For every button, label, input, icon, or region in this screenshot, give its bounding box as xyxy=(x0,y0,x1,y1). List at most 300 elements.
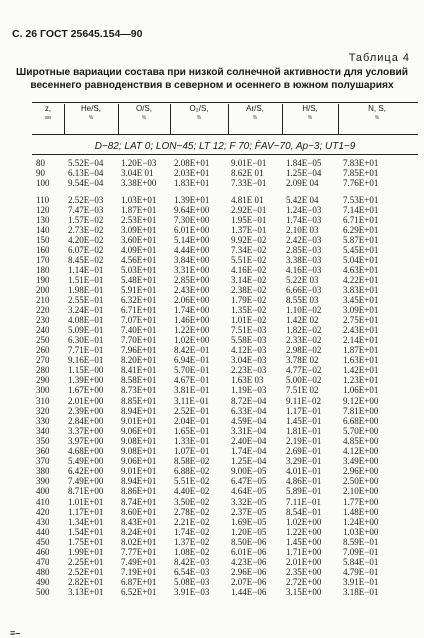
h-value-cell: 1.84Е−05 xyxy=(286,158,322,168)
he-value-cell: 5.52E−04 xyxy=(68,158,104,168)
o2-value-cell: 2.52Е−01 xyxy=(174,405,210,416)
h-value-cell: 2.10Е 03 xyxy=(286,224,319,235)
table-row xyxy=(0,158,424,168)
ar-value-cell: 1.95Е−01 xyxy=(231,214,267,225)
he-value-cell: 2.01Е+00 xyxy=(68,396,104,406)
ar-value-cell: 1.25Е−04 xyxy=(231,455,267,466)
column-header-he xyxy=(64,104,118,134)
table-row xyxy=(0,446,424,456)
column-unit: % xyxy=(307,115,313,121)
he-value-cell: 2.52Е−03 xyxy=(68,195,104,205)
ar-value-cell: 9.01Е−01 xyxy=(231,158,267,168)
altitude-cell: 300 xyxy=(36,384,50,395)
altitude-cell: 430 xyxy=(36,516,50,527)
n-value-cell: 1.06Е+01 xyxy=(343,384,379,395)
ar-value-cell: 4.16Е−02 xyxy=(231,264,267,275)
ar-value-cell: 1.69Е−05 xyxy=(231,516,267,527)
ar-value-cell: 5.58Е−03 xyxy=(231,334,267,345)
table-row xyxy=(0,517,424,527)
o2-value-cell: 5.70Е−01 xyxy=(174,364,210,375)
he-value-cell: 2.73Е−02 xyxy=(68,224,104,235)
ar-value-cell: 4.23Е−06 xyxy=(231,556,267,567)
table-row xyxy=(0,265,424,275)
o2-value-cell: 2.43Е+00 xyxy=(174,284,210,295)
n-value-cell: 3.83Е+01 xyxy=(343,284,379,295)
h-value-cell: 9.11Е−02 xyxy=(286,396,321,406)
column-symbol: Ar/S, xyxy=(246,104,264,113)
h-value-cell: 2.42Е−03 xyxy=(286,234,322,245)
o2-value-cell: 8.58Е−02 xyxy=(174,455,210,466)
column-unit: % xyxy=(252,115,258,121)
altitude-cell: 440 xyxy=(36,526,50,537)
o-value-cell: 7.19Е+01 xyxy=(121,566,157,577)
he-value-cell: 4.08Е−01 xyxy=(68,314,104,325)
o2-value-cell: 6.88Е−02 xyxy=(174,465,210,476)
he-value-cell: 7.47Е−03 xyxy=(68,204,104,215)
he-value-cell: 4.20Е−02 xyxy=(68,234,104,245)
n-value-cell: 7.76Е+01 xyxy=(343,177,379,188)
n-value-cell: 4.63Е+01 xyxy=(343,264,379,275)
o2-value-cell: 3.31Е+00 xyxy=(174,264,210,275)
ar-value-cell: 2.37Е−05 xyxy=(231,506,267,517)
o-value-cell: 8.94Е+01 xyxy=(121,405,157,416)
he-value-cell: 1.39Е+00 xyxy=(68,374,104,385)
ar-value-cell: 3.14Е−02 xyxy=(231,274,267,285)
altitude-cell: 410 xyxy=(36,497,50,507)
altitude-cell: 350 xyxy=(36,435,50,446)
h-value-cell: 4.16Е−03 xyxy=(286,264,322,275)
n-value-cell: 6.29Е+01 xyxy=(343,224,379,235)
table-row xyxy=(0,205,424,215)
altitude-cell: 380 xyxy=(36,465,50,476)
h-value-cell: 2.85Е−03 xyxy=(286,244,322,255)
o2-value-cell: 3.81Е−01 xyxy=(174,384,210,395)
n-value-cell: 2.14Е+01 xyxy=(343,334,379,345)
altitude-cell: 250 xyxy=(36,334,50,345)
h-value-cell: 5.22Е 03 xyxy=(286,274,319,285)
h-value-cell: 2.69Е−01 xyxy=(286,445,322,456)
he-value-cell: 2.52Е+01 xyxy=(68,566,104,577)
he-value-cell: 2.25Е+01 xyxy=(68,556,104,567)
o2-value-cell: 3.50Е−02 xyxy=(174,497,210,507)
table-row xyxy=(0,466,424,476)
o-value-cell: 8.85Е+01 xyxy=(121,396,157,406)
he-value-cell: 7.71Е−01 xyxy=(68,344,104,355)
o2-value-cell: 4.67Е−01 xyxy=(174,374,210,385)
h-value-cell: 8.55Е 03 xyxy=(286,295,319,305)
h-value-cell: 7.51Е 02 xyxy=(286,384,319,395)
n-value-cell: 9.12Е+00 xyxy=(343,396,379,406)
table-row xyxy=(0,315,424,325)
o2-value-cell: 7.30Е+00 xyxy=(174,214,210,225)
o-value-cell: 5.48Е+01 xyxy=(121,274,157,285)
he-value-cell: 1.54Е+01 xyxy=(68,526,104,537)
altitude-cell: 200 xyxy=(36,284,50,295)
table-row xyxy=(0,527,424,537)
column-unit: % xyxy=(196,115,202,121)
n-value-cell: 3.18Е−01 xyxy=(343,586,379,597)
he-value-cell: 6.07Е−02 xyxy=(68,244,104,255)
column-symbol: N, S, xyxy=(368,104,386,113)
altitude-cell: 460 xyxy=(36,546,50,557)
altitude-cell: 210 xyxy=(36,295,50,305)
h-value-cell: 2.19Е−01 xyxy=(286,435,322,446)
h-value-cell: 5.89Е−01 xyxy=(286,485,322,496)
altitude-cell: 360 xyxy=(36,445,50,456)
ar-value-cell: 2.40Е−04 xyxy=(231,435,267,446)
n-value-cell: 4.12Е+00 xyxy=(343,445,379,456)
table-row xyxy=(0,255,424,265)
ar-value-cell: 8.50Е−06 xyxy=(231,536,267,547)
n-value-cell: 1.87Е+01 xyxy=(343,344,379,355)
h-value-cell: 2.98Е−02 xyxy=(286,344,322,355)
table-row xyxy=(0,537,424,547)
n-value-cell: 7.53Е+01 xyxy=(343,195,379,205)
column-unit: % xyxy=(141,115,147,121)
table-row xyxy=(0,335,424,345)
he-value-cell: 8.45Е−02 xyxy=(68,254,104,265)
he-value-cell: 1.51Е−01 xyxy=(68,274,104,285)
altitude-cell: 480 xyxy=(36,566,50,577)
altitude-cell: 390 xyxy=(36,475,50,486)
ar-value-cell: 2.07Е−06 xyxy=(231,576,267,587)
table-title xyxy=(0,66,424,92)
table-row xyxy=(0,305,424,315)
o-value-cell: 1.87Е+01 xyxy=(121,204,157,215)
table-row xyxy=(0,325,424,335)
o-value-cell: 8.94Е+01 xyxy=(121,475,157,486)
header-rule-bottom xyxy=(32,134,418,135)
table-row xyxy=(0,275,424,285)
he-value-cell: 2.82Е+01 xyxy=(68,576,104,587)
altitude-cell: 500 xyxy=(36,586,50,597)
he-value-cell: 3.97Е+00 xyxy=(68,435,104,446)
o2-value-cell: 1.65Е−01 xyxy=(174,425,210,436)
he-value-cell: 9.16Е−01 xyxy=(68,354,104,365)
o-value-cell: 6.32Е+01 xyxy=(121,295,157,305)
he-value-cell: 4.68Е+00 xyxy=(68,445,104,456)
o-value-cell: 9.01Е+01 xyxy=(121,465,157,476)
h-value-cell: 1.45Е−01 xyxy=(286,415,322,426)
he-value-cell: 2.84Е+00 xyxy=(68,415,104,426)
n-value-cell: 2.43Е+01 xyxy=(343,324,379,335)
table-row xyxy=(0,426,424,436)
he-value-cell: 2.39Е+00 xyxy=(68,405,104,416)
page-header: С. 26 ГОСТ 25645.154—90 xyxy=(12,28,143,40)
table-row xyxy=(0,486,424,496)
altitude-cell: 120 xyxy=(36,204,50,215)
o2-value-cell: 1.22Е+00 xyxy=(174,324,210,335)
o-value-cell: 7.96Е+01 xyxy=(121,344,157,355)
ar-value-cell: 4.12Е−03 xyxy=(231,344,267,355)
h-value-cell: 1.42Е 02 xyxy=(286,314,319,325)
o-value-cell: 1.03Е+01 xyxy=(121,195,157,205)
altitude-cell: 110 xyxy=(36,195,50,205)
table-row xyxy=(0,245,424,255)
o-value-cell: 6.87Е+01 xyxy=(121,576,157,587)
he-value-cell: 1.15Е−00 xyxy=(68,364,104,375)
o-value-cell: 3.04Е 01 xyxy=(121,167,154,178)
o-value-cell: 8.73Е+01 xyxy=(121,384,157,395)
ar-value-cell: 4.59Е−04 xyxy=(231,415,267,426)
he-value-cell: 3.13Е+01 xyxy=(68,586,104,597)
h-value-cell: 1.02Е+00 xyxy=(286,516,322,527)
h-value-cell: 4.01Е−01 xyxy=(286,465,322,476)
he-value-cell: 6.13Е−04 xyxy=(68,167,104,178)
o-value-cell: 7.07Е+01 xyxy=(121,314,157,325)
o2-value-cell: 2.21Е−02 xyxy=(174,516,210,527)
he-value-cell: 2.55Е−01 xyxy=(68,295,104,305)
o-value-cell: 5.91Е+01 xyxy=(121,284,157,295)
o-value-cell: 7.40Е+01 xyxy=(121,324,157,335)
table-row xyxy=(0,406,424,416)
n-value-cell: 3.49Е+00 xyxy=(343,455,379,466)
o2-value-cell: 2.04Е−01 xyxy=(174,415,210,426)
o-value-cell: 5.03Е+01 xyxy=(121,264,157,275)
o2-value-cell: 6.94Е−01 xyxy=(174,354,210,365)
n-value-cell: 5.70Е+00 xyxy=(343,425,379,436)
altitude-cell: 400 xyxy=(36,485,50,496)
ar-value-cell: 3.04Е−03 xyxy=(231,354,267,365)
o-value-cell: 3.60Е+01 xyxy=(121,234,157,245)
ar-value-cell: 7.51Е−03 xyxy=(231,324,267,335)
table-row xyxy=(0,355,424,365)
n-value-cell: 5.04Е+01 xyxy=(343,254,379,265)
he-value-cell: 1.14Е−01 xyxy=(68,264,104,275)
n-value-cell: 4.79Е−01 xyxy=(343,566,379,577)
column-symbol: H/S, xyxy=(302,104,318,113)
ar-value-cell: 7.33Е−01 xyxy=(231,177,267,188)
altitude-cell: 90 xyxy=(36,167,45,178)
h-value-cell: 1.25Е−04 xyxy=(286,167,322,178)
o2-value-cell: 2.06Е+00 xyxy=(174,295,210,305)
n-value-cell: 2.10Е+00 xyxy=(343,485,379,496)
ar-value-cell: 1.44Е−06 xyxy=(231,586,267,597)
n-value-cell: 4.22Е+01 xyxy=(343,274,379,285)
he-value-cell: 1.17Е+01 xyxy=(68,506,104,517)
h-value-cell: 2.35Е+00 xyxy=(286,566,322,577)
n-value-cell: 2.75Е+01 xyxy=(343,314,379,325)
altitude-cell: 160 xyxy=(36,244,50,255)
o-value-cell: 9.01Е+01 xyxy=(121,415,157,426)
altitude-cell: 150 xyxy=(36,234,50,245)
ar-value-cell: 1.35Е−02 xyxy=(231,304,267,315)
ar-value-cell: 7.34Е−02 xyxy=(231,244,267,255)
n-value-cell: 1.48Е+00 xyxy=(343,506,379,517)
column-symbol: He/S, xyxy=(80,104,101,113)
o2-value-cell: 2.78Е−02 xyxy=(174,506,210,517)
o2-value-cell: 1.02Е+00 xyxy=(174,334,210,345)
o-value-cell: 6.52Е+01 xyxy=(121,586,157,597)
he-value-cell: 1.75Е+01 xyxy=(68,536,104,547)
o-value-cell: 9.08Е+01 xyxy=(121,435,157,446)
he-value-cell: 3.24Е−01 xyxy=(68,304,104,315)
column-header-o xyxy=(118,104,170,134)
altitude-cell: 80 xyxy=(36,158,45,168)
o-value-cell: 8.24Е+01 xyxy=(121,526,157,537)
o-value-cell: 9.06Е+01 xyxy=(121,455,157,466)
o2-value-cell: 5.51Е−02 xyxy=(174,475,210,486)
n-value-cell: 3.45Е+01 xyxy=(343,295,379,305)
ar-value-cell: 9.92Е−02 xyxy=(231,234,267,245)
ar-value-cell: 3.32Е−05 xyxy=(231,497,267,507)
he-value-cell: 1.67Е+00 xyxy=(68,384,104,395)
o2-value-cell: 1.83Е+01 xyxy=(174,177,210,188)
n-value-cell: 7.81Е+00 xyxy=(343,405,379,416)
he-value-cell: 1.99Е+01 xyxy=(68,546,104,557)
h-value-cell: 1.81Е−01 xyxy=(286,425,322,436)
n-value-cell: 6.68Е+00 xyxy=(343,415,379,426)
h-value-cell: 1.45Е+00 xyxy=(286,536,322,547)
altitude-cell: 330 xyxy=(36,415,50,426)
o2-value-cell: 6.54Е−03 xyxy=(174,566,210,577)
column-unit: % xyxy=(88,115,94,121)
o2-value-cell: 1.07Е−01 xyxy=(174,445,210,456)
n-value-cell: 7.85Е+01 xyxy=(343,167,379,178)
altitude-cell: 240 xyxy=(36,324,50,335)
table-title-line: весеннего равноденствия в северном и осеннего в южном полушариях xyxy=(30,80,394,91)
o-value-cell: 3.38Е+00 xyxy=(121,177,157,188)
table-row xyxy=(0,456,424,466)
table-row xyxy=(0,195,424,205)
o-value-cell: 9.06Е+01 xyxy=(121,425,157,436)
n-value-cell: 2.96Е+00 xyxy=(343,465,379,476)
altitude-cell: 130 xyxy=(36,214,50,225)
o-value-cell: 7.70Е+01 xyxy=(121,334,157,345)
o2-value-cell: 3.91Е−03 xyxy=(174,586,210,597)
ar-value-cell: 8.72Е−04 xyxy=(231,396,267,406)
table-row xyxy=(0,345,424,355)
table-row xyxy=(0,225,424,235)
o-value-cell: 7.49Е+01 xyxy=(121,556,157,567)
table-row xyxy=(0,365,424,375)
footer-mark: ≡– xyxy=(10,628,21,638)
ar-value-cell: 1.37Е−01 xyxy=(231,224,267,235)
o2-value-cell: 1.74Е−02 xyxy=(174,526,210,537)
ar-value-cell: 9.00Е−05 xyxy=(231,465,267,476)
n-value-cell: 7.14Е+01 xyxy=(343,204,379,215)
o-value-cell: 8.41Е+01 xyxy=(121,364,157,375)
o2-value-cell: 9.64Е+00 xyxy=(174,204,210,215)
o2-value-cell: 3.84Е+00 xyxy=(174,254,210,265)
o2-value-cell: 3.11Е−01 xyxy=(174,396,209,406)
altitude-cell: 370 xyxy=(36,455,50,466)
o-value-cell: 8.20Е+01 xyxy=(121,354,157,365)
table-row xyxy=(0,547,424,557)
h-value-cell: 1.24Е−03 xyxy=(286,204,322,215)
table-row xyxy=(0,497,424,507)
o-value-cell: 1.20Е−03 xyxy=(121,158,157,168)
n-value-cell: 4.85Е+00 xyxy=(343,435,379,446)
h-value-cell: 7.11Е−01 xyxy=(286,497,321,507)
o-value-cell: 7.77Е+01 xyxy=(121,546,157,557)
table-row xyxy=(0,235,424,245)
ar-value-cell: 6.47Е−05 xyxy=(231,475,267,486)
n-value-cell: 1.63Е+01 xyxy=(343,354,379,365)
ar-value-cell: 2.96Е−06 xyxy=(231,566,267,577)
altitude-cell: 310 xyxy=(36,396,50,406)
table-row xyxy=(0,567,424,577)
o-value-cell: 8.58Е+01 xyxy=(121,374,157,385)
o-value-cell: 8.02Е+01 xyxy=(121,536,157,547)
o2-value-cell: 2.85Е+00 xyxy=(174,274,210,285)
o2-value-cell: 4.40Е−02 xyxy=(174,485,210,496)
conditions-line: D−82; LAT 0; LON−45; LT 12; F 70; F̄AV−70, Ap−3; UT1−9 xyxy=(94,141,356,152)
altitude-cell: 190 xyxy=(36,274,50,285)
n-value-cell: 7.83Е+01 xyxy=(343,158,379,168)
h-value-cell: 1.71Е+00 xyxy=(286,546,322,557)
table-row xyxy=(0,587,424,597)
altitude-cell: 100 xyxy=(36,177,50,188)
ar-value-cell: 8.62Е 01 xyxy=(231,167,264,178)
o2-value-cell: 1.46Е+00 xyxy=(174,314,210,325)
he-value-cell: 6.42Е+00 xyxy=(68,465,104,476)
h-value-cell: 2.09Е 04 xyxy=(286,177,319,188)
n-value-cell: 8.59Е−01 xyxy=(343,536,379,547)
altitude-cell: 270 xyxy=(36,354,50,365)
he-value-cell: 3.37Е+00 xyxy=(68,425,104,436)
h-value-cell: 2.01Е+00 xyxy=(286,556,322,567)
column-header-ar xyxy=(228,104,282,134)
o2-value-cell: 8.42Е−03 xyxy=(174,556,210,567)
h-value-cell: 1.10Е−02 xyxy=(286,304,322,315)
altitude-cell: 420 xyxy=(36,506,50,517)
o2-value-cell: 1.33Е−01 xyxy=(174,435,210,446)
o-value-cell: 8.60Е+01 xyxy=(121,506,157,517)
n-value-cell: 1.42Е+01 xyxy=(343,364,379,375)
table-row xyxy=(0,295,424,305)
ar-value-cell: 4.64Е−05 xyxy=(231,485,267,496)
o2-value-cell: 1.37Е−02 xyxy=(174,536,210,547)
ar-value-cell: 1.63Е 03 xyxy=(231,374,264,385)
ar-value-cell: 2.23Е−03 xyxy=(231,364,267,375)
table-row xyxy=(0,375,424,385)
ar-value-cell: 3.31Е−04 xyxy=(231,425,267,436)
table-row xyxy=(0,396,424,406)
header-rule-top xyxy=(32,102,418,103)
column-unit: км xyxy=(45,115,51,121)
altitude-cell: 170 xyxy=(36,254,50,265)
ar-value-cell: 1.79Е−02 xyxy=(231,295,267,305)
conditions-rule xyxy=(32,154,418,155)
altitude-cell: 140 xyxy=(36,224,50,235)
h-value-cell: 4.77Е−02 xyxy=(286,364,322,375)
column-unit: % xyxy=(374,115,380,121)
altitude-cell: 280 xyxy=(36,364,50,375)
o2-value-cell: 5.08Е−03 xyxy=(174,576,210,587)
he-value-cell: 5.49Е+00 xyxy=(68,455,104,466)
column-header-h xyxy=(282,104,338,134)
o2-value-cell: 8.42Е−01 xyxy=(174,344,210,355)
table-row xyxy=(0,507,424,517)
table-row xyxy=(0,557,424,567)
o-value-cell: 4.56Е+01 xyxy=(121,254,157,265)
o-value-cell: 4.09Е+01 xyxy=(121,244,157,255)
table-title-line: Широтные вариации состава при низкой солнечной активности для условий xyxy=(16,67,408,78)
n-value-cell: 1.77Е+00 xyxy=(343,497,379,507)
n-value-cell: 5.84Е−01 xyxy=(343,556,379,567)
h-value-cell: 8.54Е−01 xyxy=(286,506,322,517)
o2-value-cell: 1.74Е+00 xyxy=(174,304,210,315)
table-row xyxy=(0,577,424,587)
he-value-cell: 1.34Е+01 xyxy=(68,516,104,527)
altitude-cell: 290 xyxy=(36,374,50,385)
ar-value-cell: 1.19Е−03 xyxy=(231,384,267,395)
altitude-cell: 320 xyxy=(36,405,50,416)
o-value-cell: 3.09Е+01 xyxy=(121,224,157,235)
o2-value-cell: 1.39Е+01 xyxy=(174,195,210,205)
h-value-cell: 6.66Е−03 xyxy=(286,284,322,295)
